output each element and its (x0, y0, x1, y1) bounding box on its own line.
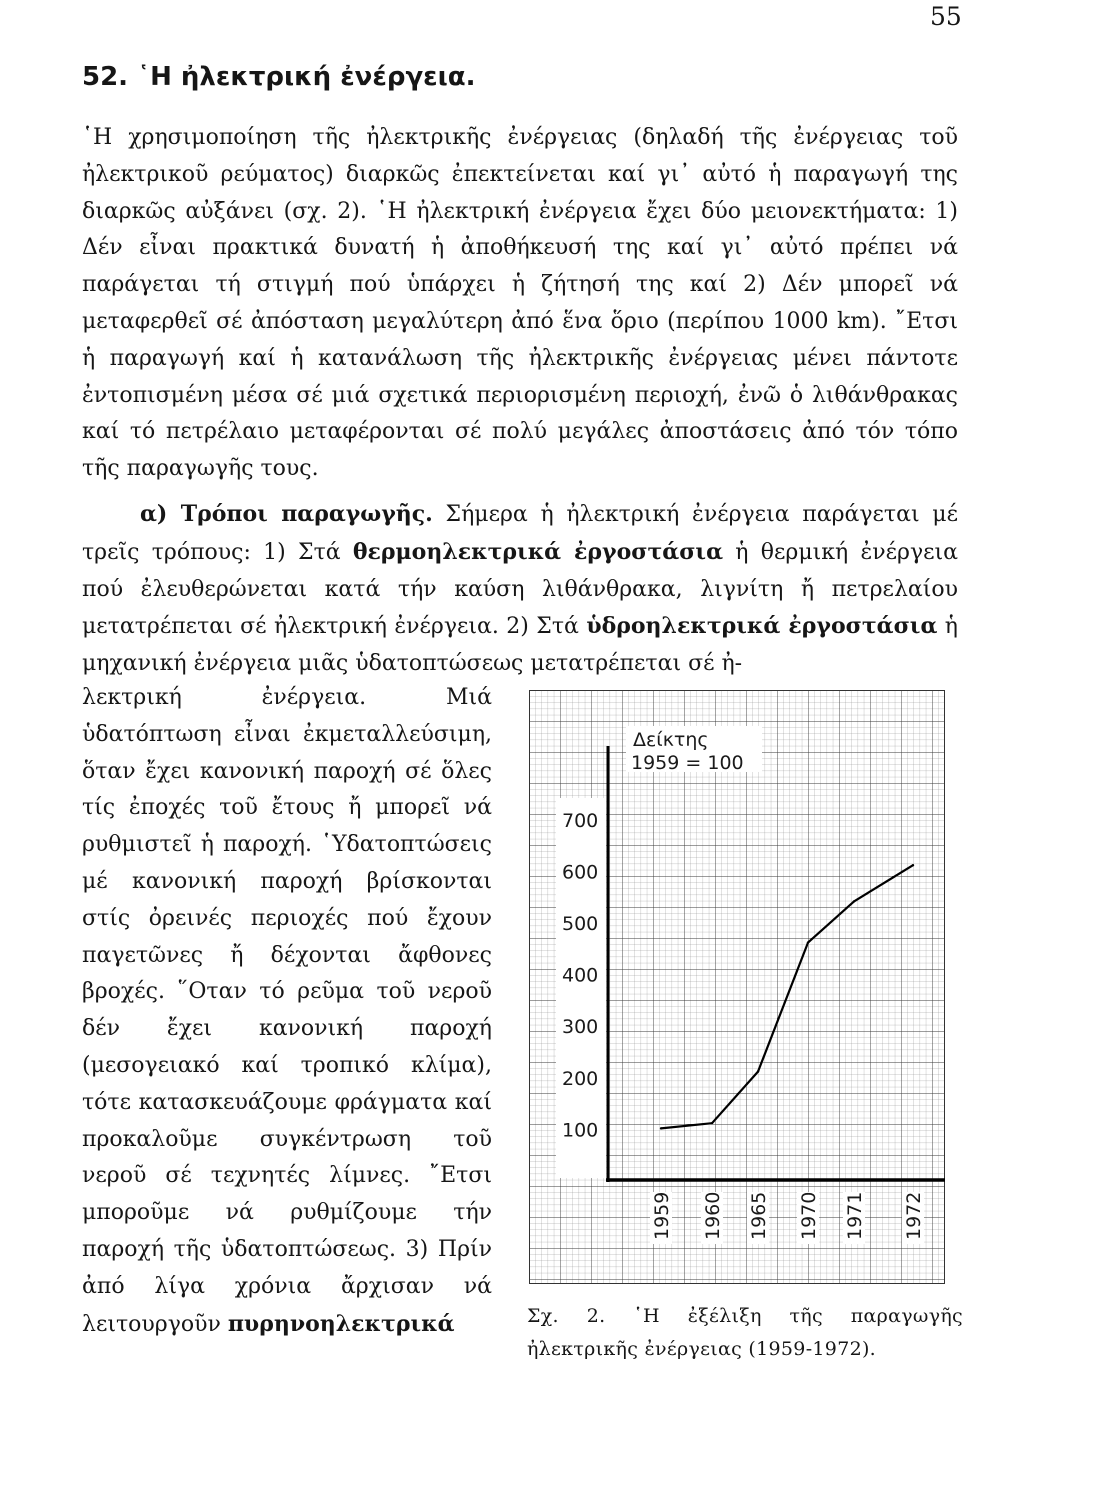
term-hydroelectric: ὑδροηλεκτρικά ἐργοστάσια (586, 613, 938, 640)
paragraph-production-methods (82, 496, 958, 683)
data-point (807, 941, 809, 943)
y-tick-label: 300 (562, 1016, 599, 1039)
text-segment: ἡ μηχανική ἐνέργεια μιᾶς ὑδατοπτώσεως μετατρέπεται σέ ἠ- (82, 614, 958, 677)
y-tick-label: 700 (562, 809, 599, 832)
paragraph-electric-energy: ῾Η χρησιμοποίηση τῆς ἠλεκτρικῆς ἐνέργειας (δηλαδή τῆς ἐνέργειας τοῦ ἠλεκτρικοῦ ρεύματος) διαρκῶς ἐπεκτείνεται καί γι᾽ αὐτό ἡ παραγωγή της διαρκῶς αὐξάνει (σχ. 2). ῾Η ἠλεκτρική ἐνέργεια ἔχει δύο μειονεκτήματα: 1) Δέν εἶναι πρακτικά δυνατή ἡ ἀποθήκευσή της καί γι᾽ αὐτό πρέπει νά παράγεται τή στιγμή πού ὑπάρχει ἡ ζήτησή της καί 2) Δέν μπορεῖ νά μεταφερθεῖ σέ ἀπόσταση μεγαλύτερη ἀπό ἕνα ὅριο (περίπου 1000 km). ῎Ετσι ἡ παραγωγή καί ἡ κατανάλωση τῆς ἠλεκτρικῆς ἐνέργειας μένει πάντοτε ἐντοπισμένη μέσα σέ μιά σχετικά περιορισμένη περιοχή, ἐνῶ ὁ λιθάνθρακας καί τό πετρέλαιο μεταφέρονται σέ πολύ μεγάλες ἀποστάσεις ἀπό τόν τόπο τῆς παραγωγῆς τους. (82, 125, 958, 482)
legend-line-2: 1959 = 100 (631, 752, 744, 774)
section-title: 52. ῾Η ἠλεκτρική ἐνέργεια. (82, 62, 476, 92)
y-tick-label: 500 (562, 913, 599, 935)
x-tick-label: 1965 (748, 1191, 770, 1240)
data-point (711, 1122, 713, 1124)
y-tick-label: 200 (562, 1067, 599, 1090)
line-chart (529, 690, 945, 1284)
data-point (757, 1070, 759, 1072)
term-thermoelectric: θερμοηλεκτρικά ἐργοστάσια (352, 538, 724, 565)
page-number: 55 (930, 2, 962, 31)
x-tick-label: 1971 (844, 1191, 866, 1240)
x-tick-label: 1972 (903, 1191, 925, 1240)
data-point (912, 864, 914, 866)
figure-caption: Σχ. 2. ῾Η ἐξέλιξη τῆς παραγωγῆς ἠλεκτρικῆς ἐνέργειας (1959-1972). (527, 1305, 963, 1360)
x-tick-label: 1970 (798, 1191, 820, 1240)
term-nuclear: πυρηνοηλεκτρικά (227, 1310, 455, 1337)
x-tick-label: 1959 (651, 1191, 673, 1240)
text-segment: Σήμερα ἡ ἠλεκτρική ἐνέργεια παράγεται μέ τρεῖς τρόπους: 1) Στά (82, 502, 958, 565)
x-tick-label: 1960 (702, 1191, 724, 1240)
legend-line-1: Δείκτης (633, 729, 709, 751)
y-tick-label: 400 (562, 964, 599, 987)
text-segment: λεκτρική ἐνέργεια. Μιά ὑδατόπτωση εἶναι ἐκμεταλλεύσιμη, ὅταν ἔχει κανονική παροχή σέ ὅλες τίς ἐποχές τοῦ ἔτους ἤ μπορεῖ νά ρυθμιστεῖ ἡ παροχή. ῾Υδατοπτώσεις μέ κανονική παροχή βρίσκονται στίς ὀρεινές περιοχές πού ἔχουν παγετῶνες ἤ δέχονται ἄφθονες βροχές. ῞Οταν τό ρεῦμα τοῦ νεροῦ δέν ἔχει κανονική παροχή (μεσογειακό καί τροπικό κλίμα), τότε κατασκευάζουμε φράγματα καί προκαλοῦμε συγκέντρωση τοῦ νεροῦ σέ τεχνητές λίμνες. ῎Ετσι μποροῦμε νά ρυθμίζουμε τήν παροχή τῆς ὑδατοπτώσεως. 3) Πρίν ἀπό λίγα χρόνια ἄρχισαν νά λειτουργοῦν (82, 685, 492, 1337)
y-tick-label: 100 (562, 1119, 599, 1142)
data-point (660, 1127, 662, 1129)
subsection-heading: α) Τρόποι παραγωγῆς. (140, 501, 433, 527)
data-point (853, 900, 855, 902)
paragraph-waterfalls (82, 680, 492, 1343)
y-tick-label: 600 (562, 861, 599, 884)
figure-chart (529, 690, 945, 1284)
text-segment: ἡ θερμική ἐνέργεια πού ἐλευθερώνεται κατά τήν καύση λιθάνθρακα, λιγνίτη ἤ πετρελαίου μετατρέπεται σέ ἠλεκτρική ἐνέργεια. 2) Στά (82, 539, 958, 640)
